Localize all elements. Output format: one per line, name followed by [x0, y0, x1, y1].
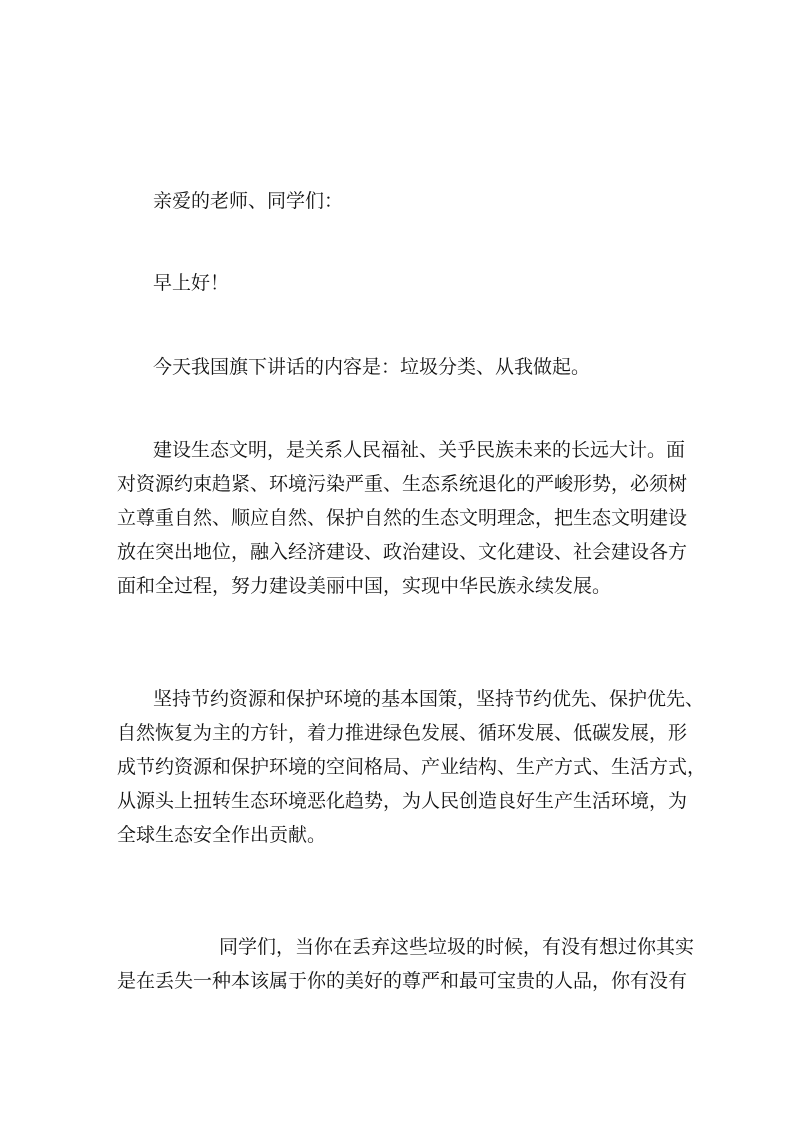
paragraph-line: 成节约资源和保护环境的空间格局、产业结构、生产方式、生活方式， [117, 756, 707, 778]
speech-topic: 今天我国旗下讲话的内容是：垃圾分类、从我做起。 [153, 356, 591, 378]
paragraph-line: 从源头上扭转生态环境恶化趋势，为人民创造良好生产生活环境，为 [117, 790, 688, 812]
paragraph-line: 是在丢失一种本该属于你的美好的尊严和最可宝贵的人品，你有没有 [117, 970, 688, 992]
paragraph-line: 立尊重自然、顺应自然、保护自然的生态文明理念，把生态文明建设 [117, 507, 688, 529]
paragraph-ecological-civilization [117, 433, 688, 603]
paragraph-line: 放在突出地位，融入经济建设、政治建设、文化建设、社会建设各方 [117, 541, 688, 563]
paragraph-line: 面和全过程，努力建设美丽中国，实现中华民族永续发展。 [117, 575, 612, 597]
paragraph-line: 全球生态安全作出贡献。 [117, 824, 327, 846]
paragraph-line: 同学们，当你在丢弃这些垃圾的时候，有没有想过你其实 [219, 936, 695, 958]
paragraph-national-policy [117, 682, 707, 852]
greeting: 早上好！ [153, 272, 230, 294]
paragraph-students-address [117, 930, 695, 998]
paragraph-line: 建设生态文明，是关系人民福祉、关乎民族未来的长远大计。面 [153, 439, 686, 461]
paragraph-line: 坚持节约资源和保护环境的基本国策，坚持节约优先、保护优先、 [153, 688, 705, 710]
paragraph-line: 自然恢复为主的方针，着力推进绿色发展、循环发展、低碳发展，形 [117, 722, 688, 744]
paragraph-line: 对资源约束趋紧、环境污染严重、生态系统退化的严峻形势，必须树 [117, 473, 688, 495]
salutation: 亲爱的老师、同学们： [153, 190, 344, 212]
